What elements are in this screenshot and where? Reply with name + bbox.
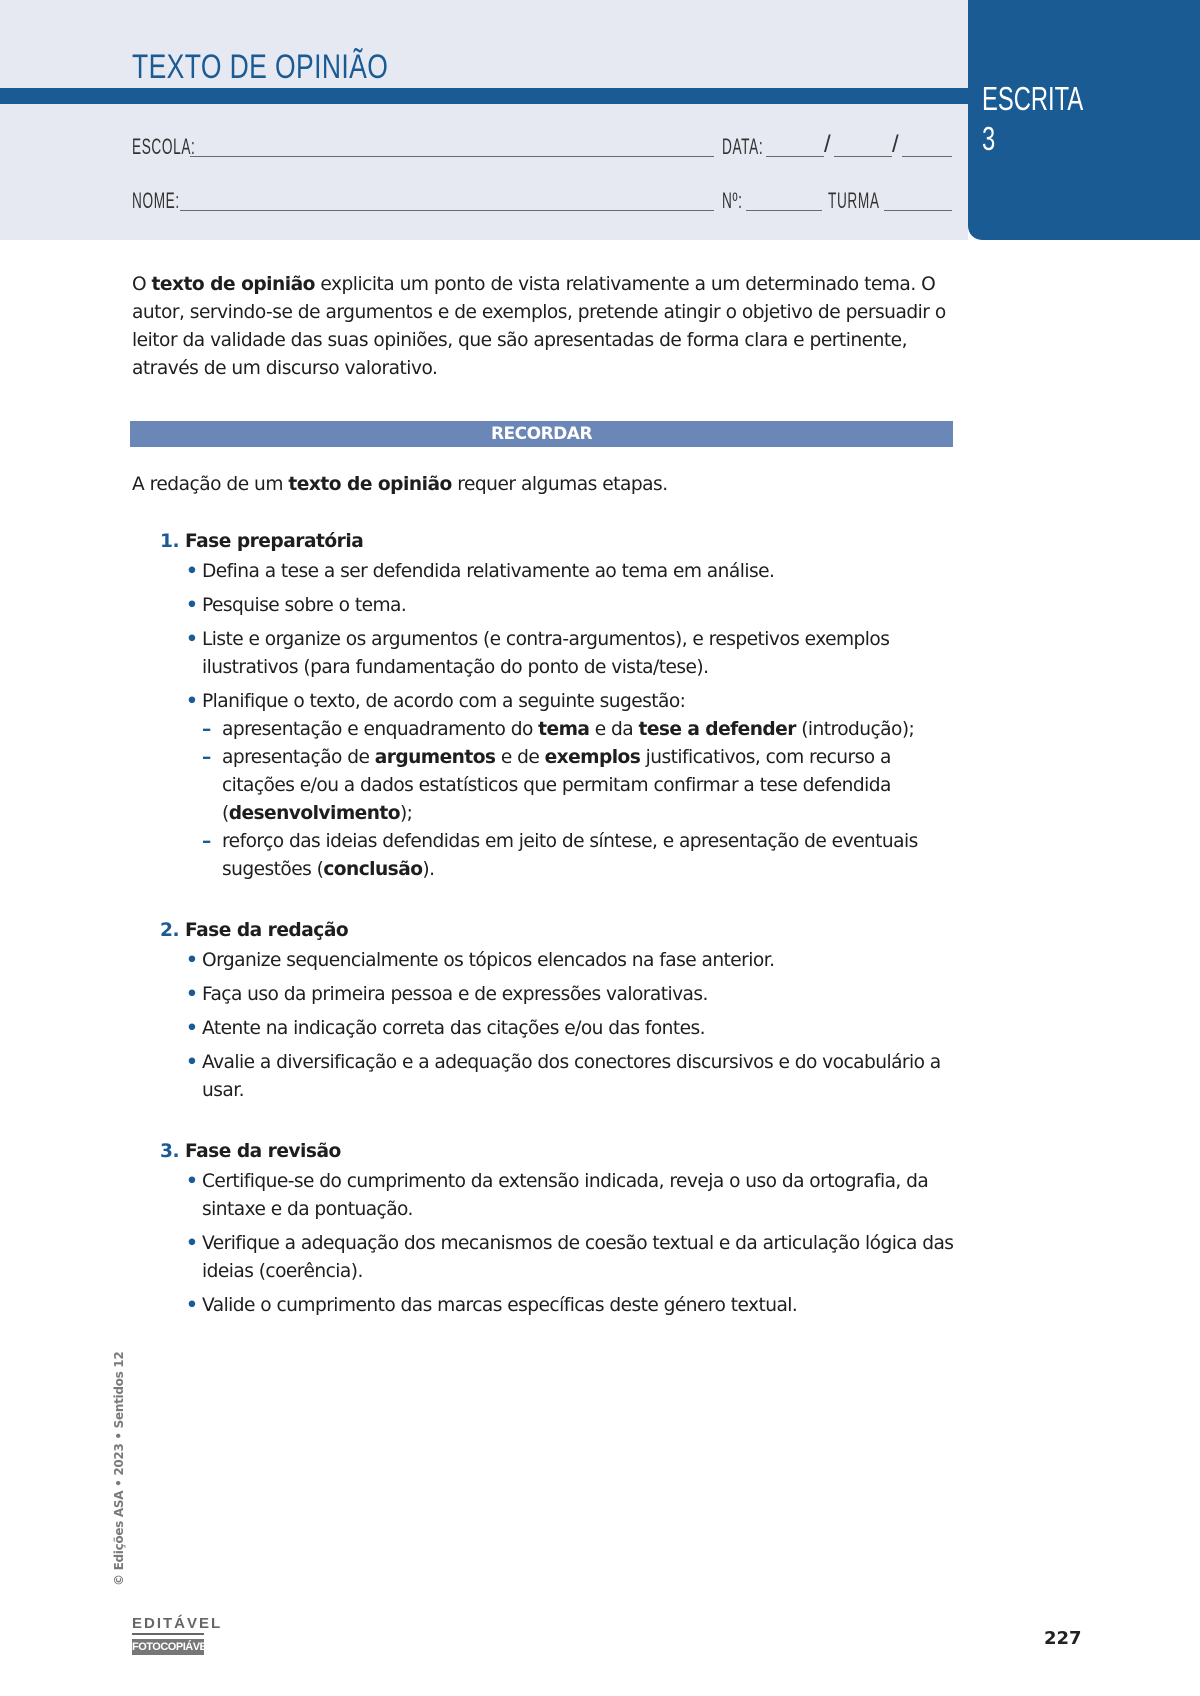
section-fase-preparatoria <box>160 531 960 884</box>
page-title: TEXTO DE OPINIÃO <box>132 48 389 86</box>
list-item: • Verifique a adequação dos mecanismos de coesão textual e da articulação lógica das ideias (coerência). <box>186 1233 954 1282</box>
nome-field[interactable] <box>180 210 714 211</box>
turma-field[interactable] <box>884 210 952 211</box>
header-blue-band <box>0 88 968 104</box>
list-item: • Valide o cumprimento das marcas específicas deste género textual. <box>186 1295 798 1316</box>
copyright-notice: © Edições ASA • 2023 • Sentidos 12 <box>112 1351 126 1586</box>
sub-list-item: – reforço das ideias defendidas em jeito de síntese, e apresentação de eventuais sugestões (conclusão). <box>202 831 918 880</box>
editavel-logo: EDITÁVEL FOTOCOPIÁVEL <box>132 1615 223 1653</box>
section-tab-label: ESCRITA <box>982 80 1084 117</box>
list-item: • Defina a tese a ser defendida relativamente ao tema em análise. <box>186 561 775 582</box>
list-item: • Avalie a diversificação e a adequação dos conectores discursivos e do vocabulário a usar. <box>186 1052 941 1101</box>
turma-label: TURMA <box>828 188 880 213</box>
section-tab <box>968 0 1200 240</box>
nome-label: NOME: <box>132 188 180 213</box>
list-item: • Faça uso da primeira pessoa e de expressões valorativas. <box>186 984 708 1005</box>
section-tab-number: 3 <box>982 120 996 157</box>
section-title: 3. Fase da revisão <box>160 1141 341 1162</box>
list-item: • Planifique o texto, de acordo com a seguinte sugestão: – apresentação e enquadramento do tema e da tese a defender (introdução); – apresentação de argumentos e de exemplos justificativos, com recurso a citações e/ou a dados estatísticos que permitam confirmar a tese defendida (desenvolvimento); – reforço das ideias defendidas em jeito de síntese, e apresentação de eventuais sugestões (conclusão). <box>202 688 960 884</box>
list-item: • Organize sequencialmente os tópicos elencados na fase anterior. <box>186 950 775 971</box>
date-separator: / <box>892 131 899 158</box>
section-fase-redacao <box>160 920 960 1111</box>
numero-label: Nº: <box>722 188 743 213</box>
section-fase-revisao <box>160 1141 960 1326</box>
recordar-banner: RECORDAR <box>130 421 953 447</box>
lead-sentence: A redação de um texto de opinião requer algumas etapas. <box>132 474 668 495</box>
date-day-field[interactable] <box>766 156 824 157</box>
escola-field[interactable] <box>190 156 714 157</box>
date-separator: / <box>824 131 831 158</box>
list-item: • Pesquise sobre o tema. <box>186 595 407 616</box>
page-number: 227 <box>1044 1628 1082 1649</box>
escola-label: ESCOLA: <box>132 134 196 159</box>
date-year-field[interactable] <box>902 156 952 157</box>
list-item: • Atente na indicação correta das citações e/ou das fontes. <box>186 1018 706 1039</box>
date-month-field[interactable] <box>834 156 892 157</box>
section-title: 2. Fase da redação <box>160 920 349 941</box>
intro-term: texto de opinião <box>151 274 315 295</box>
sub-list-item: – apresentação de argumentos e de exemplos justificativos, com recurso a citações e/ou a dados estatísticos que permitam confirmar a tese defendida (desenvolvimento); <box>202 747 891 824</box>
data-label: DATA: <box>722 134 764 159</box>
list-item: • Liste e organize os argumentos (e contra-argumentos), e respetivos exemplos ilustrativos (para fundamentação do ponto de vista/tese). <box>186 629 890 678</box>
sub-list-item: – apresentação e enquadramento do tema e da tese a defender (introdução); <box>202 719 915 740</box>
list-item: • Certifique-se do cumprimento da extensão indicada, reveja o uso da ortografia, da sintaxe e da pontuação. <box>186 1171 929 1220</box>
section-title: 1. Fase preparatória <box>160 531 364 552</box>
numero-field[interactable] <box>746 210 822 211</box>
intro-paragraph: O texto de opinião explicita um ponto de vista relativamente a um determinado tema. O autor, servindo-se de argumentos e de exemplos, pretende atingir o objetivo de persuadir o leitor da validade das suas opiniões, que são apresentadas de forma clara e pertinente, através de um discurso valorativo. <box>132 274 946 379</box>
